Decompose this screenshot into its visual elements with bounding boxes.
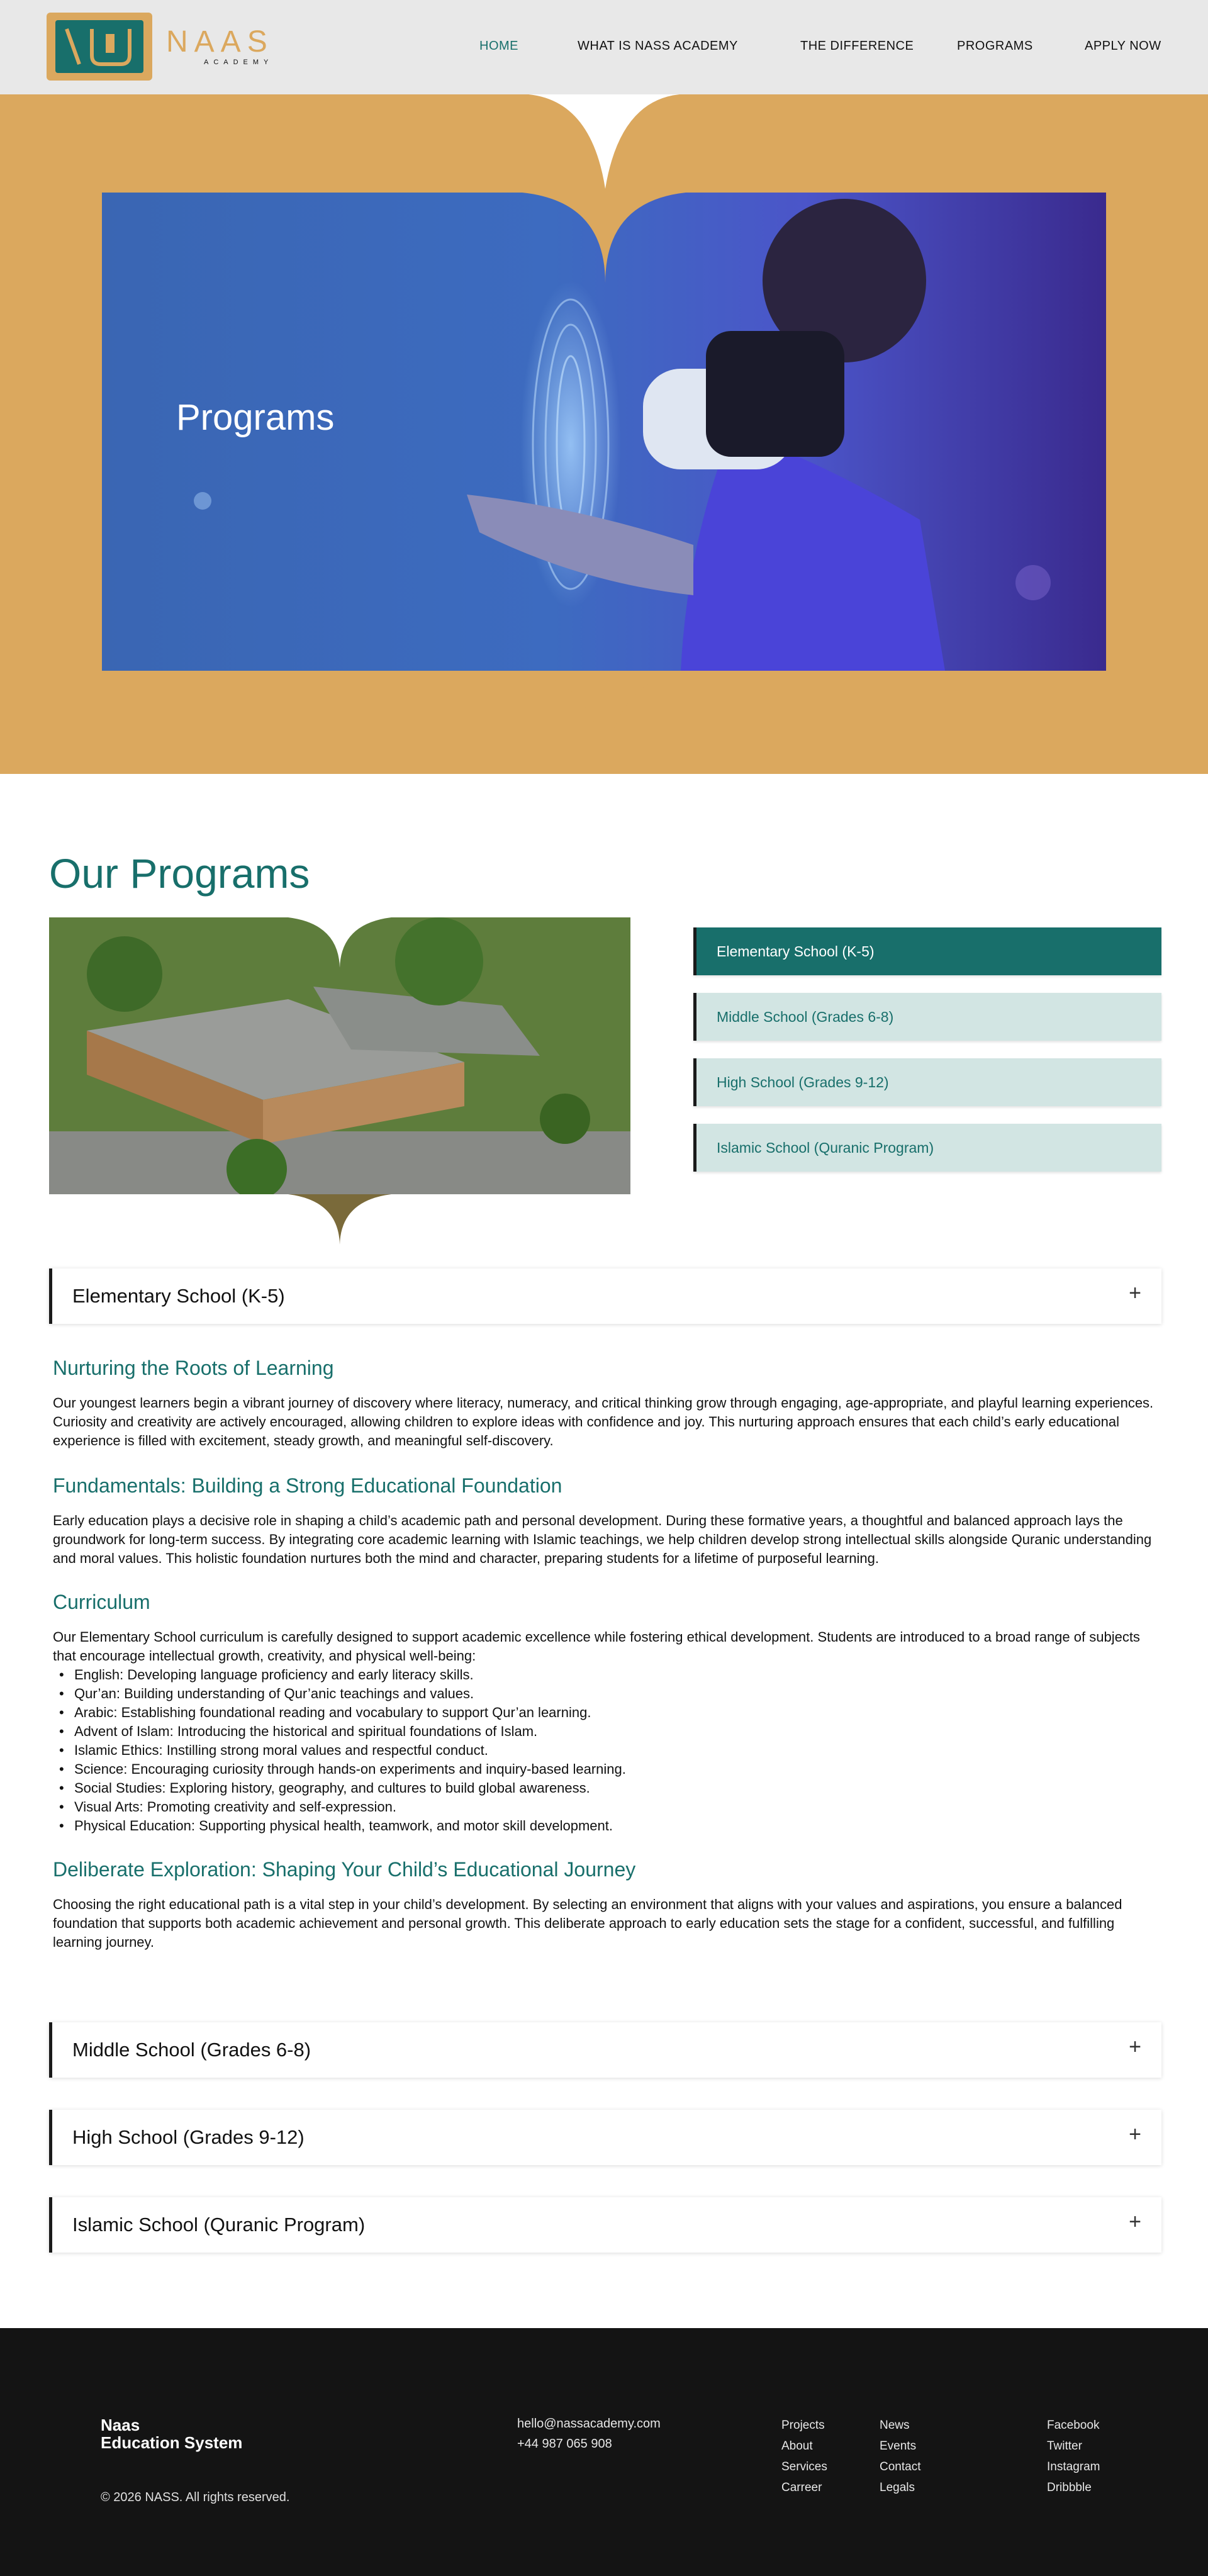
curriculum-list — [53, 1666, 1158, 1835]
paragraph-deliberate-exploration: Choosing the right educational path is a vital step in your child’s development. By selecting an environment that aligns with your values and aspirations, you ensure a balanced foundation that supports both academic achievement and personal growth. This deliberate approach to early education sets the stage for a confident, successful, and fulfilling learning journey. — [53, 1896, 1122, 1950]
elementary-content — [53, 1357, 1158, 1952]
nav-the-difference[interactable]: THE DIFFERENCE — [800, 39, 914, 53]
nav-programs[interactable]: PROGRAMS — [957, 39, 1033, 53]
plus-icon[interactable]: + — [1129, 2122, 1141, 2146]
footer-contact — [517, 2414, 661, 2454]
footer-link-instagram[interactable]: Instagram — [1047, 2460, 1100, 2473]
list-item: • Visual Arts: Promoting creativity and self-expression. — [53, 1798, 1158, 1817]
plus-icon[interactable]: + — [1129, 1281, 1141, 1305]
footer-link-news[interactable]: News — [880, 2419, 910, 2432]
site-footer — [0, 2328, 1208, 2576]
hero-banner — [0, 94, 1208, 774]
accordion-title: Islamic School (Quranic Program) — [72, 2214, 366, 2236]
main-nav — [13, 39, 1208, 58]
paragraph-nurturing-roots: Our youngest learners begin a vibrant journey of discovery where literacy, numeracy, and critical thinking grow through engaging, age-appropriate, and playful learning experiences. Curiosity and creativity are actively encouraged, allowing children to explore ideas with confidence and joy. This nurturing approach ensures that each child’s early educational experience is filled with excitement, steady growth, and meaningful self-discovery. — [53, 1395, 1154, 1448]
tab-elementary-school[interactable]: Elementary School (K-5) — [693, 927, 1161, 975]
footer-link-services[interactable]: Services — [781, 2460, 827, 2473]
accordion-middle-school[interactable] — [49, 2022, 1161, 2078]
nav-home[interactable]: HOME — [479, 39, 518, 53]
footer-link-facebook[interactable]: Facebook — [1047, 2419, 1100, 2432]
accordion-title: Middle School (Grades 6-8) — [72, 2039, 311, 2061]
list-item: • Science: Encouraging curiosity through hands-on experiments and inquiry-based learning. — [53, 1760, 1158, 1779]
paragraph-curriculum: Our Elementary School curriculum is carefully designed to support academic excellence while fostering ethical development. Students are introduced to a broad range of subjects that encourage intellectual growth, creativity, and physical well-being: — [53, 1629, 1140, 1664]
section-title: Our Programs — [49, 850, 310, 897]
site-header — [0, 0, 1208, 94]
list-item: • Social Studies: Exploring history, geography, and cultures to build global awareness. — [53, 1779, 1158, 1798]
heading-curriculum: Curriculum — [53, 1591, 150, 1613]
footer-brand — [101, 2416, 242, 2451]
logo-name: NAAS — [166, 25, 274, 59]
paragraph-fundamentals: Early education plays a decisive role in shaping a child’s academic path and personal development. During these formative years, a thoughtful and balanced approach lays the groundwork for long-term success. By integrating core academic learning with Islamic teachings, we help children develop strong intellectual skills alongside Quranic understanding and moral values. This holistic foundation nurtures both the mind and character, preparing students for a lifetime of purposeful learning. — [53, 1513, 1152, 1566]
footer-social-col — [1047, 2415, 1100, 2498]
accordion-title: High School (Grades 9-12) — [72, 2126, 305, 2148]
tab-islamic-school[interactable]: Islamic School (Quranic Program) — [693, 1124, 1161, 1172]
footer-brand-line2: Education System — [101, 2433, 243, 2452]
footer-email[interactable]: hello@nassacademy.com — [517, 2417, 661, 2431]
footer-link-about[interactable]: About — [781, 2439, 813, 2453]
list-item: • English: Developing language proficiency and early literacy skills. — [53, 1666, 1158, 1684]
plus-icon[interactable]: + — [1129, 2210, 1141, 2234]
nav-what-is-nass-academy[interactable]: WHAT IS NASS ACADEMY — [578, 39, 738, 53]
heading-fundamentals: Fundamentals: Building a Strong Educational Foundation — [53, 1474, 562, 1497]
list-item: • Arabic: Establishing foundational reading and vocabulary to support Qur’an learning. — [53, 1703, 1158, 1722]
logo-sub: ACADEMY — [204, 59, 274, 66]
list-item: • Physical Education: Supporting physical health, teamwork, and motor skill development. — [53, 1817, 1158, 1835]
footer-links-col1 — [781, 2415, 827, 2498]
footer-link-dribbble[interactable]: Dribbble — [1047, 2481, 1092, 2494]
accordion-title: Elementary School (K-5) — [72, 1285, 285, 1307]
footer-link-carreer[interactable]: Carreer — [781, 2481, 822, 2494]
accordion-elementary-school[interactable] — [49, 1268, 1161, 1324]
footer-link-legals[interactable]: Legals — [880, 2481, 915, 2494]
tab-middle-school[interactable]: Middle School (Grades 6-8) — [693, 993, 1161, 1041]
hero-title: Programs — [176, 397, 335, 438]
copyright: © 2026 NASS. All rights reserved. — [101, 2490, 290, 2504]
footer-links-col2 — [880, 2415, 920, 2498]
footer-link-contact[interactable]: Contact — [880, 2460, 921, 2473]
footer-link-twitter[interactable]: Twitter — [1047, 2439, 1082, 2453]
heading-nurturing-roots: Nurturing the Roots of Learning — [53, 1357, 334, 1379]
accordion-high-school[interactable] — [49, 2110, 1161, 2165]
school-aerial-photo — [49, 917, 630, 1245]
footer-brand-line1: Naas — [101, 2416, 140, 2434]
footer-phone[interactable]: +44 987 065 908 — [517, 2437, 612, 2451]
programs-section — [0, 774, 1208, 2328]
list-item: • Qur’an: Building understanding of Qur’anic teachings and values. — [53, 1684, 1158, 1703]
footer-link-projects[interactable]: Projects — [781, 2419, 825, 2432]
accordion-islamic-school[interactable] — [49, 2197, 1161, 2253]
nav-apply-now[interactable]: APPLY NOW — [1085, 39, 1161, 53]
program-tabs — [693, 927, 1161, 1189]
tab-high-school[interactable]: High School (Grades 9-12) — [693, 1058, 1161, 1106]
plus-icon[interactable]: + — [1129, 2035, 1141, 2059]
footer-link-events[interactable]: Events — [880, 2439, 917, 2453]
heading-deliberate-exploration: Deliberate Exploration: Shaping Your Child’s Educational Journey — [53, 1858, 636, 1881]
list-item: • Advent of Islam: Introducing the historical and spiritual foundations of Islam. — [53, 1722, 1158, 1741]
list-item: • Islamic Ethics: Instilling strong moral values and respectful conduct. — [53, 1741, 1158, 1760]
